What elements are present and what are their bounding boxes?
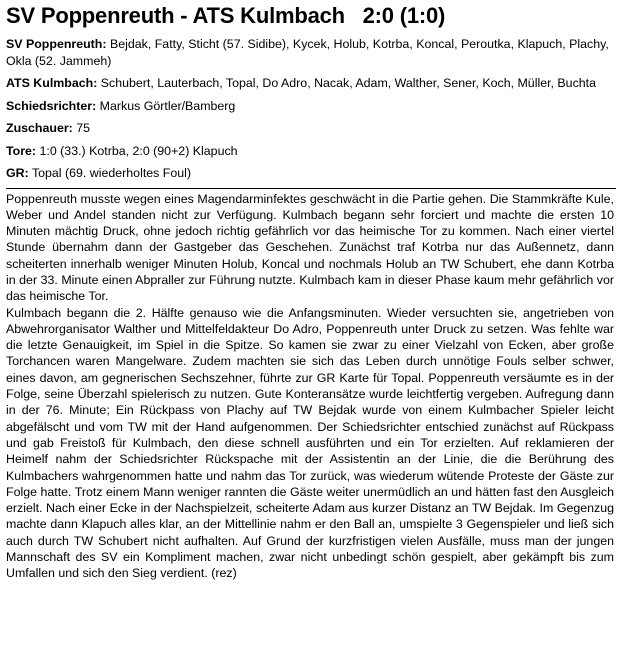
home-team-players: Bejdak, Fatty, Sticht (57. Sidibe), Kycek, Holub, Kotrba, Koncal, Peroutka, Klapuch, Plachy, Okla (52. Jammeh) bbox=[6, 37, 609, 68]
goals-value: 1:0 (33.) Kotrba, 2:0 (90+2) Klapuch bbox=[39, 143, 238, 158]
referee-line bbox=[6, 98, 614, 115]
red-card-line bbox=[6, 165, 614, 182]
goals-label: Tore: bbox=[6, 143, 37, 158]
goals-line bbox=[6, 143, 614, 160]
section-divider bbox=[6, 188, 616, 189]
away-team-label: ATS Kulmbach: bbox=[6, 76, 98, 90]
spectators-label: Zuschauer: bbox=[6, 121, 73, 135]
referee-value: Markus Görtler/Bamberg bbox=[99, 98, 236, 113]
spectators-line bbox=[6, 120, 614, 137]
report-body bbox=[6, 191, 614, 582]
spectators-value: 75 bbox=[76, 121, 91, 135]
home-lineup bbox=[6, 36, 614, 69]
away-lineup bbox=[6, 75, 614, 92]
report-paragraph-1: Poppenreuth musste wegen eines Magendarminfektes geschwächt in die Partie gehen. Die Stammkräfte Kule, Weber und Andel standen nicht zur Verfügung. Kulmbach begann sehr forciert und machte die ersten 10 Minuten mächtig Druck, ohne jedoch richtig gefährlich vor das heimische Tor zu kommen. Nach einer viertel Stunde übernahm dann der Gastgeber das Geschehen. Zunächst traf Kotrba nur das Außennetz, dann scheiterten innerhalb weniger Minuten Holub, Koncal und nochmals Holub an TW Schubert, ehe dann Kotrba in der 33. Minute einen Abpraller zur Führung nutzte. Kulmbach kam in dieser Phase kaum mehr gefährlich vor das heimische Tor. bbox=[6, 191, 614, 304]
red-card-value: Topal (69. wiederholtes Foul) bbox=[31, 166, 192, 180]
referee-label: Schiedsrichter: bbox=[6, 98, 97, 113]
report-paragraph-2: Kulmbach begann die 2. Hälfte genauso wie die Anfangsminuten. Wieder versuchten sie, angetrieben von Abwehrorganisator Walther und Mittelfeldakteur Do Adro, Poppenreuth unter Druck zu setzen. Was fehlte war die letzte Genauigkeit, im Spiel in die Spitze. So kamen sie zwar zu einer Vielzahl von Ecken, aber große Torchancen waren Mangelware. Zudem machten sie sich das Leben durch unnötige Fouls selber schwer, eines davon, am gegnerischen Sechszehner, führte zur GR Karte für Topal. Poppenreuth versäumte es in der Folge, seine Überzahl spielerisch zu nutzen. Gute Konteransätze wurde leichtfertig vergeben. Aufregung dann in der 76. Minute; Ein Rückpass von Plachy auf TW Bejdak wurde von einem Kulmbacher Spieler leicht abgefälscht und vom TW mit der Hand aufgenommen. Der Schiedsrichter entschied zunächst auf Rückpass und gab Freistoß für Kulmbach, den diese schnell ausführten und ein Tor erzielten. Auf reklamieren der Heimelf nahm der Schiedsrichter Rückspache mit der Assistentin an der Linie, die die Berührung des Kulmbachers wahrgenommen hatte und nahm das Tor zurück, was wiederum wütende Proteste der Gäste zur Folge hatte. Trotz einem Mann weniger rannten die Gäste weiter unermüdlich an und hätten fast den Ausgleich erzielt. Nach einer Ecke in der Nachspielzeit, scheiterte Adam aus kurzer Distanz an TW Bejdak. Im Gegenzug machte dann Klapuch alles klar, an der Mittellinie nahm er den Ball an, umspielte 3 Gegenspieler und ließ sich auch durch TW Schubert nicht aufhalten. Auf Grund der kurzfristigen vielen Ausfälle, muss man der jungen Mannschaft des SV ein Kompliment machen, zwar nicht unbedingt schön gespielt, aber gekämpft bis zum Umfallen und sich den Sieg verdient. (rez) bbox=[6, 305, 614, 581]
red-card-label: GR: bbox=[6, 166, 29, 180]
away-team-players: Schubert, Lauterbach, Topal, Do Adro, Nacak, Adam, Walther, Sener, Koch, Müller, Buchta bbox=[100, 76, 596, 90]
home-team-label: SV Poppenreuth: bbox=[6, 37, 107, 51]
match-title: SV Poppenreuth - ATS Kulmbach 2:0 (1:0) bbox=[6, 3, 446, 28]
